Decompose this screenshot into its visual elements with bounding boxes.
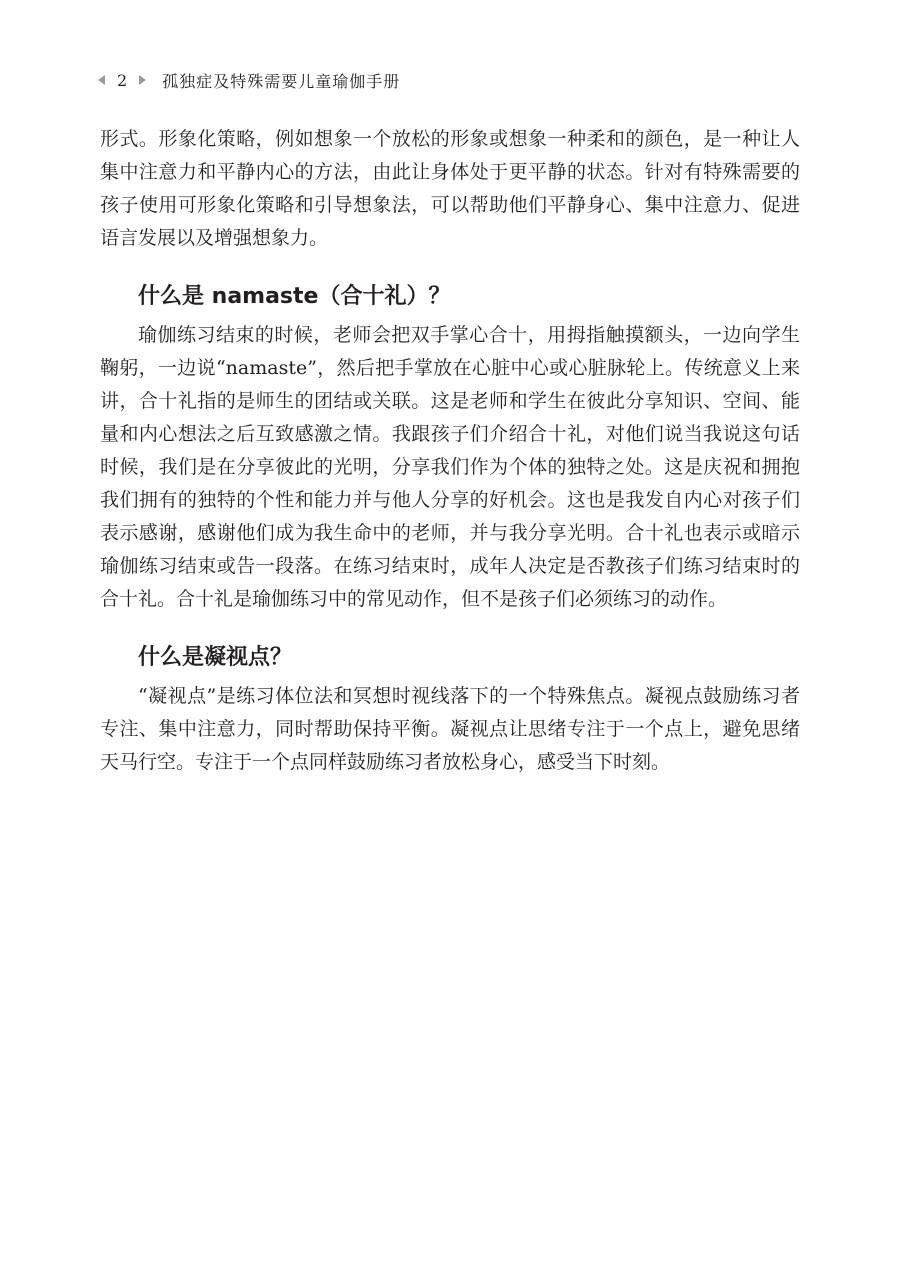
previous-page-arrow-icon[interactable] <box>98 75 105 85</box>
section-heading-namaste: 什么是 namaste（合十礼）？ <box>138 284 451 309</box>
paragraph-continued: 形式。形象化策略，例如想象一个放松的形象或想象一种柔和的颜色，是一种让人集中注意力和平静内心的方法，由此让身体处于更平静的状态。针对有特殊需要的孩子使用可形象化策略和引导想象法，可以帮助他们平静身心、集中注意力、促进语言发展以及增强想象力。 <box>100 128 800 249</box>
page-number: 2 <box>117 70 128 90</box>
paragraph-namaste: 瑜伽练习结束的时候，老师会把双手掌心合十，用拇指触摸额头，一边向学生鞠躬，一边说“namaste”，然后把手掌放在心脏中心或心脏脉轮上。传统意义上来讲，合十礼指的是师生的团结或关联。这是老师和学生在彼此分享知识、空间、能量和内心想法之后互致感激之情。我跟孩子们介绍合十礼，对他们说当我说这句话时候，我们是在分享彼此的光明，分享我们作为个体的独特之处。这是庆祝和拥抱我们拥有的独特的个性和能力并与他人分享的好机会。这也是我发自内心对孩子们表示感谢，感谢他们成为我生命中的老师，并与我分享光明。合十礼也表示或暗示瑜伽练习结束或告一段落。在练习结束时，成年人决定是否教孩子们练习结束时的合十礼。合十礼是瑜伽练习中的常见动作，但不是孩子们必须练习的动作。 <box>100 324 800 610</box>
section-heading-drishti: 什么是凝视点？ <box>138 645 293 670</box>
running-header <box>98 68 400 92</box>
book-title: 孤独症及特殊需要儿童瑜伽手册 <box>162 71 401 91</box>
paragraph-drishti: “凝视点”是练习体位法和冥想时视线落下的一个特殊焦点。凝视点鼓励练习者专注、集中注意力，同时帮助保持平衡。凝视点让思绪专注于一个点上，避免思绪天马行空。专注于一个点同样鼓励练习者放松身心，感受当下时刻。 <box>100 685 800 773</box>
page-body <box>100 123 800 779</box>
next-page-arrow-icon[interactable] <box>139 75 146 85</box>
